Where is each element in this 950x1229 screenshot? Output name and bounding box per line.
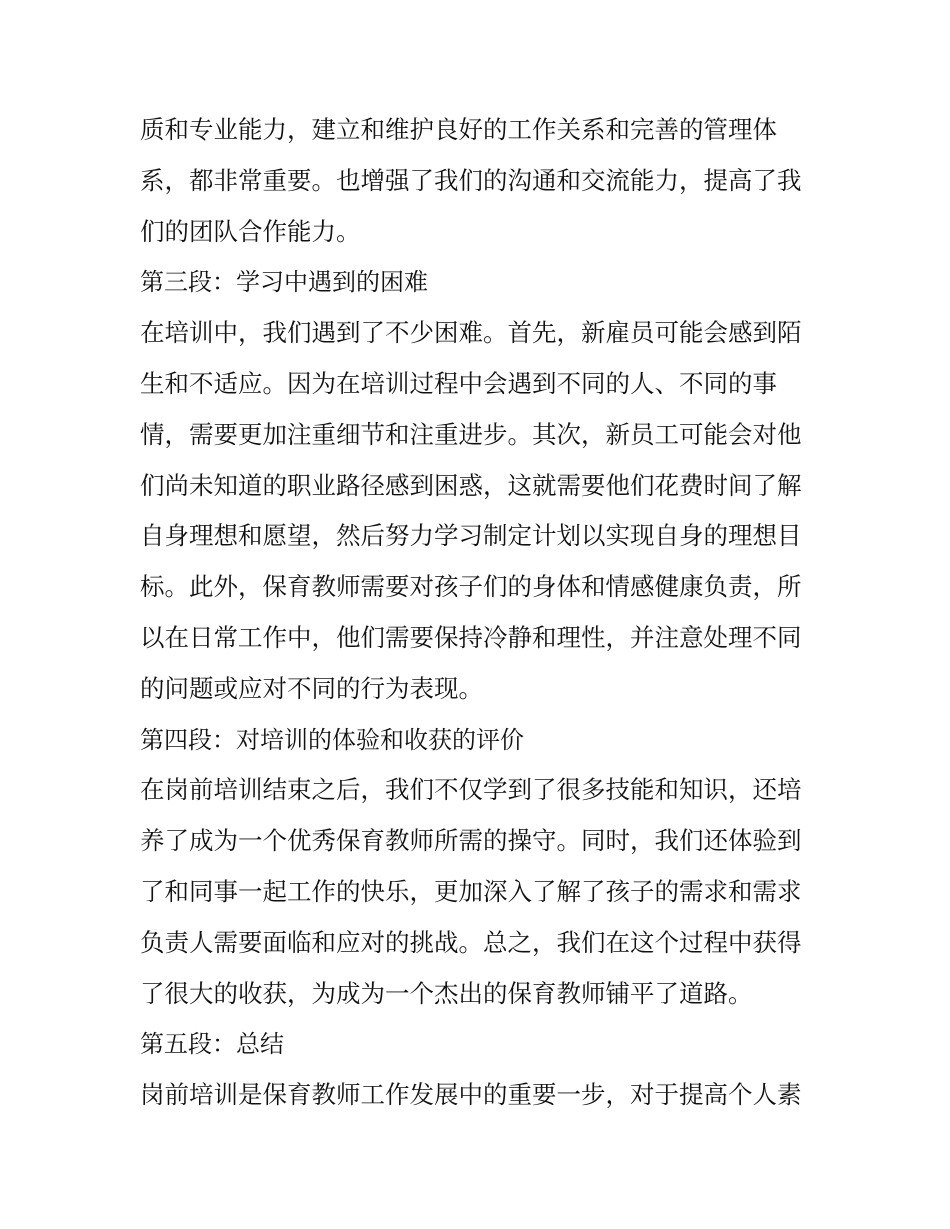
text-line: 在培训中，我们遇到了不少困难。首先，新雇员可能会感到陌 <box>140 318 802 348</box>
text-line: 情，需要更加注重细节和注重进步。其次，新员工可能会对他 <box>140 419 802 449</box>
text-line: 的问题或应对不同的行为表现。 <box>140 673 483 703</box>
section-heading-5: 第五段：总结 <box>140 1030 284 1059</box>
text-line: 标。此外，保育教师需要对孩子们的身体和情感健康负责，所 <box>140 572 802 602</box>
text-line: 们的团队合作能力。 <box>140 216 361 246</box>
text-line: 岗前培训是保育教师工作发展中的重要一步，对于提高个人素 <box>140 1080 802 1110</box>
text-line: 了和同事一起工作的快乐，更加深入了解了孩子的需求和需求 <box>140 876 802 906</box>
section-heading-4: 第四段：对培训的体验和收获的评价 <box>140 725 524 754</box>
text-line: 养了成为一个优秀保育教师所需的操守。同时，我们还体验到 <box>140 826 802 856</box>
text-line: 们尚未知道的职业路径感到困惑，这就需要他们花费时间了解 <box>140 470 802 500</box>
section-heading-3: 第三段：学习中遇到的困难 <box>140 268 428 297</box>
text-line: 在岗前培训结束之后，我们不仅学到了很多技能和知识，还培 <box>140 775 802 805</box>
text-line: 系，都非常重要。也增强了我们的沟通和交流能力，提高了我 <box>140 165 802 195</box>
text-line: 以在日常工作中，他们需要保持冷静和理性，并注意处理不同 <box>140 622 802 652</box>
document-body <box>140 105 820 1121</box>
text-line: 负责人需要面临和应对的挑战。总之，我们在这个过程中获得 <box>140 927 802 957</box>
text-line: 质和专业能力，建立和维护良好的工作关系和完善的管理体 <box>140 115 777 144</box>
text-line: 了很大的收获，为成为一个杰出的保育教师铺平了道路。 <box>140 978 753 1008</box>
text-line: 自身理想和愿望，然后努力学习制定计划以实现自身的理想目 <box>140 521 802 551</box>
text-line: 生和不适应。因为在培训过程中会遇到不同的人、不同的事 <box>140 368 777 398</box>
